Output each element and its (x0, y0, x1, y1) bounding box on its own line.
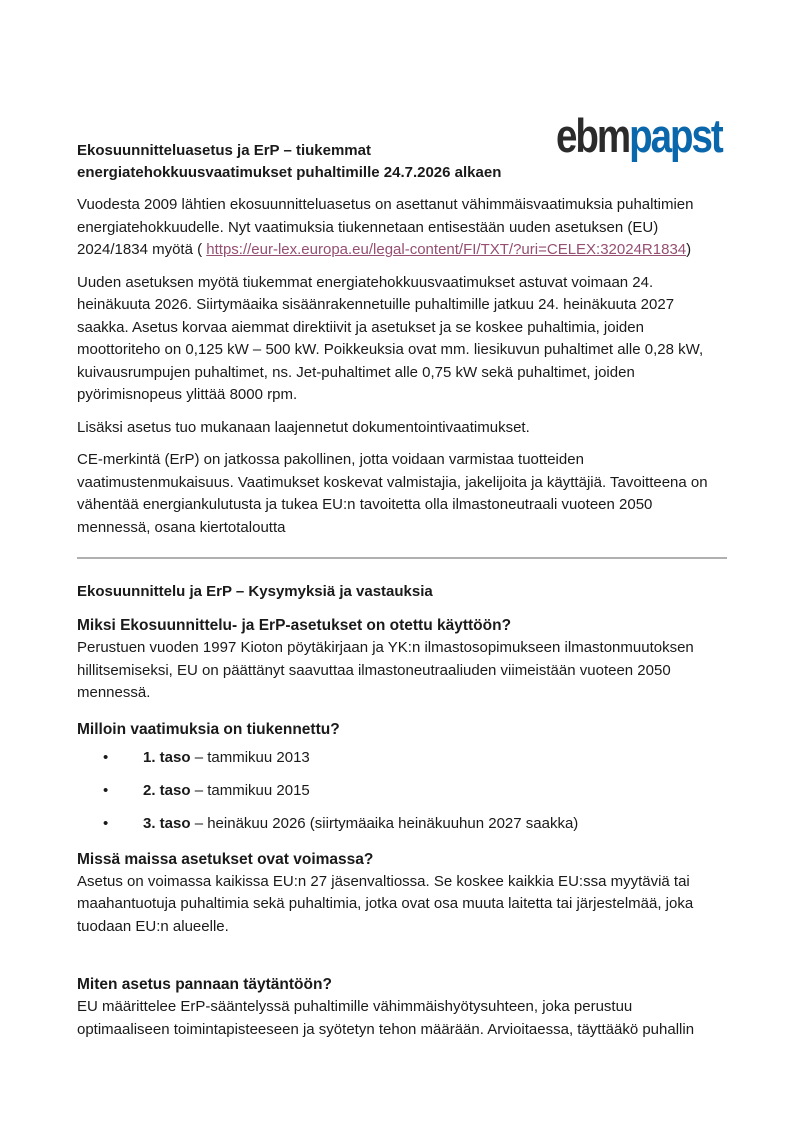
level-label: 1. taso (143, 748, 191, 766)
eur-lex-link[interactable]: https://eur-lex.europa.eu/legal-content/FI/TXT/?uri=CELEX:32024R1834 (206, 241, 687, 258)
intro-paragraph-2: Uuden asetuksen myötä tiukemmat energiatehokkuusvaatimukset astuvat voimaan 24. heinäkuuta 2026. Siirtymäaika sisäänrakennetuille puhaltimille jatkuu 24. heinäkuuta 2027 saakka. Asetus korvaa aiemmat direktiivit ja asetukset ja se koskee puhaltimia, joiden moottoriteho on 0,125 kW – 500 kW. Poikkeuksia ovat mm. liesikuvun puhaltimet alle 0,28 kW, kuivausrumpujen puhaltimet, ns. Jet-puhaltimet alle 0,75 kW sekä puhaltimet, joiden pyörimisnopeus ylittää 8000 rpm. (77, 273, 704, 403)
list-item (77, 813, 727, 835)
list-item (77, 780, 727, 802)
title-line-1: Ekosuunnitteluasetus ja ErP – tiukemmat (77, 142, 371, 159)
level-label: 3. taso (143, 814, 191, 832)
intro-p1-text: Vuodesta 2009 lähtien ekosuunnitteluasetus on asettanut vähimmäisvaatimuksia puhaltimien energiatehokkuudelle. Nyt vaatimuksia tiukennetaan entisestään uuden asetuksen (EU) 2024/1834 myötä ( (77, 196, 694, 258)
intro-paragraph-4: CE-merkintä (ErP) on jatkossa pakollinen, jotta voidaan varmistaa tuotteiden vaatimustenmukaisuus. Vaatimukset koskevat valmistajia, jakelijoita ja käyttäjiä. Tavoitteena on vähentää energiankulutusta ja tukea EU:n tavoitetta olla ilmastoneutraali vuoteen 2050 mennessä, osana kiertotaloutta (77, 451, 708, 536)
level-text: – tammikuu 2013 (190, 748, 310, 766)
faq-question: Missä maissa asetukset ovat voimassa? (77, 850, 374, 868)
bullet-icon: • (103, 814, 109, 832)
document-body (77, 140, 727, 1055)
logo-papst: papst (629, 109, 722, 162)
faq-item-4 (77, 974, 727, 1041)
bullet-icon: • (103, 781, 109, 799)
faq-answer: EU määrittelee ErP-sääntelyssä puhaltimille vähimmäishyötysuhteen, joka perustuu optimaaliseen toimintapisteeseen ja syötetyn tehon määrään. Arvioitaessa, täyttääkö puhallin (77, 998, 695, 1038)
intro-p1-end: ) (686, 241, 692, 258)
logo-ebm: ebm (556, 109, 630, 162)
level-label: 2. taso (143, 781, 191, 799)
faq-item-1 (77, 615, 727, 705)
level-text: – tammikuu 2015 (190, 781, 310, 799)
level-list (77, 747, 727, 835)
faq-question: Miksi Ekosuunnittelu- ja ErP-asetukset on otettu käyttöön? (77, 617, 512, 634)
title-line-2: energiatehokkuusvaatimukset puhaltimille 24.7.2026 alkaen (77, 164, 502, 181)
faq-item-2 (77, 719, 727, 835)
faq-question: Miten asetus pannaan täytäntöön? (77, 976, 332, 993)
faq-answer: Asetus on voimassa kaikissa EU:n 27 jäsenvaltiossa. Se koskee kaikkia EU:ssa myytäviä tai maahantuotuja puhaltimia sekä puhaltimia, jotka ovat osa muuta laitetta tai järjestelmää, joka tuodaan EU:n alueelle. (77, 872, 694, 935)
faq-question: Milloin vaatimuksia on tiukennettu? (77, 720, 340, 738)
faq-item-3 (77, 849, 727, 939)
intro-paragraph-3: Lisäksi asetus tuo mukanaan laajennetut dokumentointivaatimukset. (77, 418, 530, 436)
section-divider (77, 557, 727, 559)
spacer (77, 952, 727, 974)
faq-answer: Perustuen vuoden 1997 Kioton pöytäkirjaan ja YK:n ilmastosopimukseen ilmastonmuutoksen hillitsemiseksi, EU on päättänyt saavuttaa ilmastoneutraaliuden viimeistään vuoteen 2050 mennessä. (77, 639, 694, 701)
list-item (77, 747, 727, 769)
faq-heading: Ekosuunnittelu ja ErP – Kysymyksiä ja vastauksia (77, 583, 433, 600)
document-title (77, 140, 727, 184)
level-text: – heinäkuu 2026 (siirtymäaika heinäkuuhun 2027 saakka) (190, 814, 579, 832)
bullet-icon: • (103, 748, 109, 766)
intro-paragraph-1 (77, 194, 727, 262)
